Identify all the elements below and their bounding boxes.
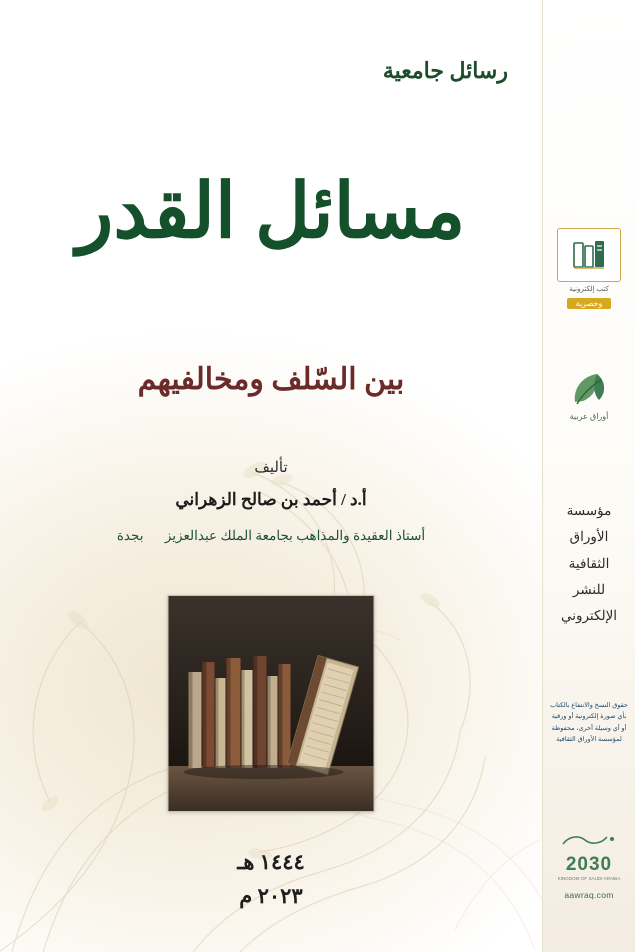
ebooks-badge [552, 228, 626, 311]
year-gregorian: ٢٠٢٣ م [239, 884, 303, 908]
page-subtitle: بين السّلف ومخالفيهم [137, 363, 405, 396]
series-label: رسائل جامعية [382, 58, 508, 83]
awraq-logo [550, 368, 628, 421]
publisher-name [543, 498, 635, 630]
page-title: مسائل القدر [76, 170, 466, 254]
vision-2030-number: 2030 [565, 854, 613, 875]
affiliation-city: بجدة [116, 528, 144, 543]
cover-photo [168, 595, 375, 812]
publisher-line: الثقافية [568, 555, 610, 571]
copyright-line: أو أي وسيلة أخرى، محفوظة [551, 724, 627, 732]
leaf-glyph [565, 368, 613, 410]
copyright-line: بأي صورة إلكترونية أو ورقية [551, 713, 627, 721]
ebooks-badge-tag: وحصرية [567, 298, 612, 309]
year-hijri: ١٤٤٤ هـ [237, 850, 305, 874]
vision-arabic-glyph [555, 830, 623, 850]
publisher-line: الإلكتروني [560, 608, 618, 624]
author-affiliation [0, 528, 542, 544]
awraq-logo-label: أوراق عربية [569, 412, 609, 421]
author-name: أ.د / أحمد بن صالح الزهراني [175, 490, 367, 509]
vision-mark [555, 830, 623, 881]
book-stack-glyph [569, 237, 609, 273]
affiliation-text: أستاذ العقيدة والمذاهب بجامعة الملك عبدالعزيز [164, 528, 426, 543]
old-books-photo-illustration [169, 596, 374, 811]
leaf-icon [565, 368, 613, 410]
publisher-website[interactable]: aawraq.com [564, 890, 614, 900]
vision-2030-logo [543, 830, 635, 900]
copyright-line: لمؤسسة الأوراق الثقافية [556, 736, 622, 744]
publisher-line: الأوراق [569, 529, 609, 545]
book-stack-icon [557, 228, 621, 282]
copyright-notice [549, 700, 629, 746]
byline-label: تأليف [254, 460, 288, 476]
publisher-line: للنشر [572, 581, 606, 597]
sidebar [542, 0, 635, 952]
vision-subtitle: KINGDOM OF SAUDI ARABIA [557, 876, 621, 881]
ebooks-badge-label: كتب إلكترونية [569, 286, 609, 293]
copyright-line: حقوق النسخ والانتفاع بالكتاب [550, 702, 628, 709]
publisher-line: مؤسسة [566, 503, 612, 518]
